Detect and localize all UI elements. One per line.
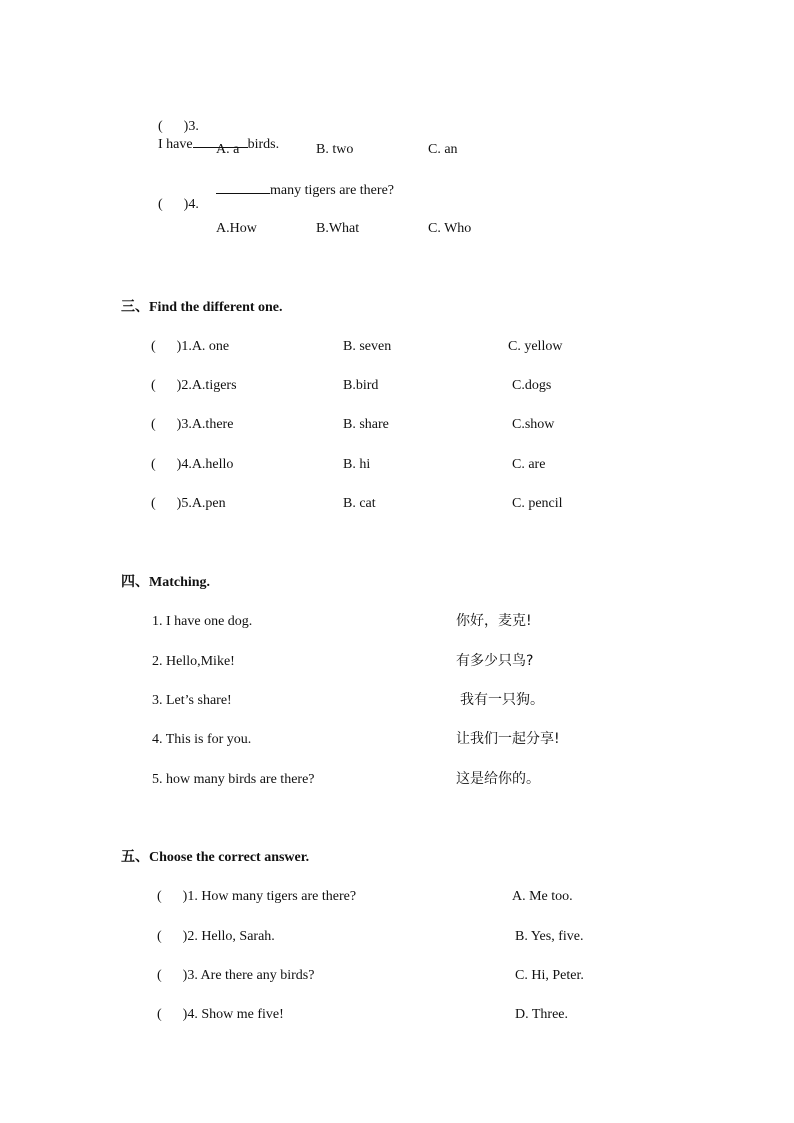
match-right-4: 让我们一起分享! <box>456 731 560 747</box>
match-left-2: 2. Hello,Mike! <box>152 654 235 669</box>
s3-item-4: ( )4.A.hello <box>151 457 234 472</box>
answer-paren: ( )3. <box>158 119 199 134</box>
s3-item-5-b: B. cat <box>343 496 376 511</box>
section-4-heading: 四、Matching. <box>121 575 211 590</box>
option-a: A.How <box>216 221 257 236</box>
question-text-after: many tigers are there? <box>270 183 394 198</box>
match-left-3: 3. Let’s share! <box>152 693 232 708</box>
s3-item-3-c: C.show <box>512 417 555 432</box>
question-4 <box>151 181 199 213</box>
s3-item-1-b: B. seven <box>343 339 392 354</box>
s3-item-2-b: B.bird <box>343 378 379 393</box>
answer-paren: ( )4. <box>158 197 199 212</box>
question-4-text <box>216 181 394 199</box>
s3-item-3-b: B. share <box>343 417 389 432</box>
s3-item-3: ( )3.A.there <box>151 417 234 432</box>
question-text-before: I have <box>158 137 193 152</box>
option-b: B.What <box>316 221 360 236</box>
s5-question-1: ( )1. How many tigers are there? <box>157 889 357 904</box>
s5-question-2: ( )2. Hello, Sarah. <box>157 929 275 944</box>
s5-question-3: ( )3. Are there any birds? <box>157 968 315 983</box>
option-a: A. a <box>216 142 240 157</box>
s3-item-5: ( )5.A.pen <box>151 496 226 511</box>
s3-item-1-c: C. yellow <box>508 339 563 354</box>
s5-answer-a: A. Me too. <box>512 889 573 904</box>
option-b: B. two <box>316 142 354 157</box>
match-right-5: 这是给你的。 <box>456 771 540 787</box>
s3-item-4-b: B. hi <box>343 457 371 472</box>
match-left-1: 1. I have one dog. <box>152 614 253 629</box>
match-right-2: 有多少只鸟? <box>456 653 534 669</box>
fill-blank <box>216 181 270 194</box>
section-5-heading: 五、Choose the correct answer. <box>121 850 310 865</box>
option-c: C. Who <box>428 221 472 236</box>
s3-item-2-c: C.dogs <box>512 378 552 393</box>
question-text-after: birds. <box>247 137 280 152</box>
section-3-heading: 三、Find the different one. <box>121 300 283 315</box>
s3-item-5-c: C. pencil <box>512 496 563 511</box>
match-right-1: 你好，麦克! <box>456 613 532 629</box>
s5-question-4: ( )4. Show me five! <box>157 1007 284 1022</box>
match-left-4: 4. This is for you. <box>152 732 252 747</box>
s5-answer-c: C. Hi, Peter. <box>515 968 584 983</box>
s5-answer-b: B. Yes, five. <box>515 929 584 944</box>
option-c: C. an <box>428 142 458 157</box>
s3-item-1: ( )1.A. one <box>151 339 230 354</box>
s3-item-4-c: C. are <box>512 457 546 472</box>
s3-item-2: ( )2.A.tigers <box>151 378 237 393</box>
s5-answer-d: D. Three. <box>515 1007 568 1022</box>
match-left-5: 5. how many birds are there? <box>152 772 315 787</box>
match-right-3: 我有一只狗。 <box>460 692 544 708</box>
